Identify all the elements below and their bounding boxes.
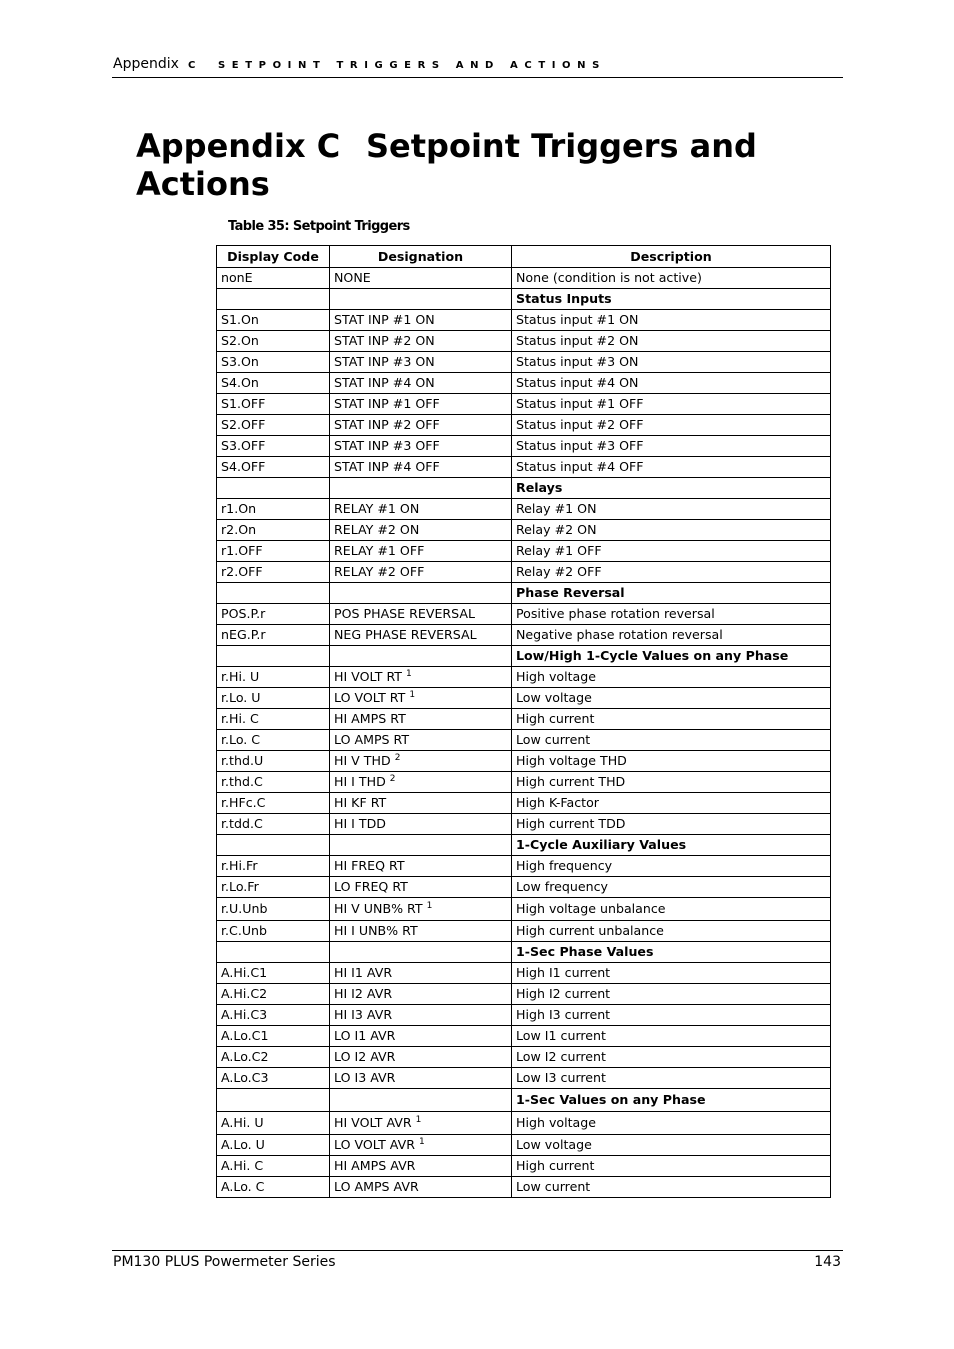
table-body [217, 268, 831, 1198]
designation-cell [330, 1112, 512, 1135]
description-cell: Low I3 current [512, 1068, 831, 1089]
empty-cell [330, 646, 512, 667]
table-header-row [217, 246, 831, 268]
display-code-cell: r.HFc.C [217, 793, 330, 814]
description-cell: High voltage [512, 667, 831, 688]
group-heading: 1-Sec Phase Values [512, 942, 831, 963]
display-code-cell: S4.On [217, 373, 330, 394]
footnote-marker: 1 [418, 1136, 425, 1147]
empty-cell [330, 478, 512, 499]
description-cell: High I3 current [512, 1005, 831, 1026]
description-cell: Status input #4 OFF [512, 457, 831, 478]
designation-text: HI AMPS AVR [334, 1158, 416, 1173]
designation-text: STAT INP #1 ON [334, 312, 435, 327]
table-row [217, 331, 831, 352]
display-code-cell: S3.OFF [217, 436, 330, 457]
display-code-cell: S4.OFF [217, 457, 330, 478]
designation-text: LO AMPS RT [334, 732, 410, 747]
designation-cell [330, 814, 512, 835]
description-cell: Relay #1 ON [512, 499, 831, 520]
display-code-cell: S2.On [217, 331, 330, 352]
footnote-marker: 1 [409, 689, 416, 700]
display-code-cell: r1.OFF [217, 541, 330, 562]
setpoint-triggers-table [216, 245, 831, 1198]
footer-product: PM130 PLUS Powermeter Series [113, 1254, 336, 1270]
display-code-cell: r.tdd.C [217, 814, 330, 835]
table-row [217, 1156, 831, 1177]
display-code-cell: S3.On [217, 352, 330, 373]
designation-text: LO I1 AVR [334, 1028, 396, 1043]
table-row [217, 898, 831, 921]
description-cell: Status input #2 OFF [512, 415, 831, 436]
designation-text: LO FREQ RT [334, 879, 408, 894]
designation-cell [330, 268, 512, 289]
description-cell: High I2 current [512, 984, 831, 1005]
group-heading: Low/High 1-Cycle Values on any Phase [512, 646, 831, 667]
designation-text: STAT INP #1 OFF [334, 396, 440, 411]
designation-text: RELAY #2 ON [334, 522, 420, 537]
empty-cell [330, 942, 512, 963]
display-code-cell: r2.On [217, 520, 330, 541]
description-cell: Status input #2 ON [512, 331, 831, 352]
display-code-cell: A.Hi. C [217, 1156, 330, 1177]
description-cell: Low frequency [512, 877, 831, 898]
chapter-title [136, 127, 836, 203]
display-code-cell: r.Hi.Fr [217, 856, 330, 877]
display-code-cell: nonE [217, 268, 330, 289]
group-heading: Phase Reversal [512, 583, 831, 604]
table-row [217, 751, 831, 772]
description-cell: Status input #1 ON [512, 310, 831, 331]
header-title: SETPOINT TRIGGERS AND ACTIONS [218, 60, 606, 71]
display-code-cell: r.Hi. C [217, 709, 330, 730]
table-row [217, 268, 831, 289]
table-row [217, 921, 831, 942]
designation-cell [330, 921, 512, 942]
display-code-cell: S2.OFF [217, 415, 330, 436]
table-row [217, 415, 831, 436]
empty-cell [217, 942, 330, 963]
designation-text: HI I THD [334, 774, 386, 789]
designation-cell [330, 667, 512, 688]
description-cell: Relay #1 OFF [512, 541, 831, 562]
designation-cell [330, 310, 512, 331]
display-code-cell: A.Lo. C [217, 1177, 330, 1198]
designation-cell [330, 963, 512, 984]
designation-cell [330, 793, 512, 814]
empty-cell [217, 835, 330, 856]
empty-cell [217, 583, 330, 604]
display-code-cell: A.Hi.C2 [217, 984, 330, 1005]
footnote-marker: 1 [426, 900, 433, 911]
page-number: 143 [814, 1254, 841, 1270]
table-row [217, 877, 831, 898]
designation-cell [330, 1068, 512, 1089]
designation-text: LO VOLT AVR [334, 1137, 415, 1152]
description-cell: Low current [512, 1177, 831, 1198]
footnote-marker: 1 [415, 1114, 422, 1125]
description-cell: High current THD [512, 772, 831, 793]
header-prefix: Appendix [113, 56, 179, 72]
running-footer [112, 1250, 843, 1273]
designation-cell [330, 856, 512, 877]
designation-text: HI I1 AVR [334, 965, 393, 980]
description-cell: Status input #1 OFF [512, 394, 831, 415]
description-cell: Low voltage [512, 688, 831, 709]
empty-cell [217, 478, 330, 499]
designation-cell [330, 1005, 512, 1026]
group-row [217, 1089, 831, 1112]
table-row [217, 1177, 831, 1198]
designation-text: HI KF RT [334, 795, 387, 810]
designation-cell [330, 457, 512, 478]
footnote-marker: 2 [394, 752, 401, 763]
designation-cell [330, 772, 512, 793]
column-header-description: Description [512, 246, 831, 268]
designation-cell [330, 898, 512, 921]
empty-cell [217, 289, 330, 310]
designation-cell [330, 436, 512, 457]
table-row [217, 963, 831, 984]
display-code-cell: r.Lo. C [217, 730, 330, 751]
designation-text: HI I2 AVR [334, 986, 393, 1001]
table-row [217, 541, 831, 562]
display-code-cell: S1.On [217, 310, 330, 331]
chapter-label: Appendix C [136, 127, 341, 165]
designation-cell [330, 730, 512, 751]
table-row [217, 1068, 831, 1089]
description-cell: Relay #2 ON [512, 520, 831, 541]
description-cell: Relay #2 OFF [512, 562, 831, 583]
table-row [217, 984, 831, 1005]
table-row [217, 394, 831, 415]
table-row [217, 688, 831, 709]
designation-cell [330, 562, 512, 583]
group-row [217, 835, 831, 856]
running-header [112, 55, 843, 78]
designation-cell [330, 520, 512, 541]
description-cell: Positive phase rotation reversal [512, 604, 831, 625]
display-code-cell: r2.OFF [217, 562, 330, 583]
display-code-cell: A.Hi.C3 [217, 1005, 330, 1026]
designation-text: RELAY #1 OFF [334, 543, 425, 558]
designation-text: HI VOLT AVR [334, 1115, 412, 1130]
designation-cell [330, 709, 512, 730]
display-code-cell: r.C.Unb [217, 921, 330, 942]
description-cell: High current [512, 709, 831, 730]
group-row [217, 289, 831, 310]
designation-text: HI I UNB% RT [334, 923, 418, 938]
designation-cell [330, 1026, 512, 1047]
designation-cell [330, 1047, 512, 1068]
designation-text: POS PHASE REVERSAL [334, 606, 476, 621]
table-row [217, 772, 831, 793]
display-code-cell: r.Lo.Fr [217, 877, 330, 898]
table-row [217, 1047, 831, 1068]
designation-text: HI I3 AVR [334, 1007, 393, 1022]
table-row [217, 352, 831, 373]
designation-text: LO I3 AVR [334, 1070, 396, 1085]
table-row [217, 436, 831, 457]
description-cell: High frequency [512, 856, 831, 877]
designation-cell [330, 1156, 512, 1177]
display-code-cell: r.Lo. U [217, 688, 330, 709]
display-code-cell: A.Lo.C2 [217, 1047, 330, 1068]
description-cell: High voltage [512, 1112, 831, 1135]
table-row [217, 562, 831, 583]
designation-text: RELAY #2 OFF [334, 564, 425, 579]
empty-cell [330, 289, 512, 310]
designation-text: STAT INP #3 OFF [334, 438, 440, 453]
display-code-cell: A.Hi. U [217, 1112, 330, 1135]
designation-text: HI AMPS RT [334, 711, 406, 726]
description-cell: Low voltage [512, 1135, 831, 1156]
designation-cell [330, 331, 512, 352]
designation-cell [330, 984, 512, 1005]
designation-cell [330, 499, 512, 520]
designation-cell [330, 394, 512, 415]
designation-text: LO VOLT RT [334, 690, 406, 705]
display-code-cell: A.Hi.C1 [217, 963, 330, 984]
description-cell: Negative phase rotation reversal [512, 625, 831, 646]
designation-text: STAT INP #3 ON [334, 354, 435, 369]
display-code-cell: r.U.Unb [217, 898, 330, 921]
designation-text: LO I2 AVR [334, 1049, 396, 1064]
description-cell: High voltage THD [512, 751, 831, 772]
designation-text: HI V UNB% RT [334, 901, 423, 916]
designation-cell [330, 604, 512, 625]
column-header-designation: Designation [330, 246, 512, 268]
designation-cell [330, 1177, 512, 1198]
designation-cell [330, 688, 512, 709]
designation-text: STAT INP #2 OFF [334, 417, 440, 432]
table-row [217, 1135, 831, 1156]
display-code-cell: nEG.P.r [217, 625, 330, 646]
designation-cell [330, 415, 512, 436]
description-cell: High current TDD [512, 814, 831, 835]
group-row [217, 646, 831, 667]
description-cell: High K-Factor [512, 793, 831, 814]
table-row [217, 520, 831, 541]
display-code-cell: A.Lo.C3 [217, 1068, 330, 1089]
footnote-marker: 2 [389, 773, 396, 784]
display-code-cell: S1.OFF [217, 394, 330, 415]
designation-cell [330, 1135, 512, 1156]
designation-cell [330, 877, 512, 898]
display-code-cell: r.thd.U [217, 751, 330, 772]
table-row [217, 730, 831, 751]
description-cell: Low current [512, 730, 831, 751]
table-row [217, 499, 831, 520]
designation-text: NONE [334, 270, 371, 285]
designation-text: STAT INP #2 ON [334, 333, 435, 348]
display-code-cell: A.Lo.C1 [217, 1026, 330, 1047]
table-row [217, 604, 831, 625]
header-letter: C [188, 60, 196, 71]
description-cell: Status input #3 OFF [512, 436, 831, 457]
description-cell: None (condition is not active) [512, 268, 831, 289]
display-code-cell: r.Hi. U [217, 667, 330, 688]
table-row [217, 1005, 831, 1026]
description-cell: Status input #3 ON [512, 352, 831, 373]
display-code-cell: r1.On [217, 499, 330, 520]
designation-text: STAT INP #4 OFF [334, 459, 440, 474]
description-cell: High I1 current [512, 963, 831, 984]
empty-cell [330, 583, 512, 604]
group-heading: 1-Sec Values on any Phase [512, 1089, 831, 1112]
table-row [217, 814, 831, 835]
description-cell: High voltage unbalance [512, 898, 831, 921]
group-row [217, 942, 831, 963]
group-heading: Relays [512, 478, 831, 499]
table-row [217, 709, 831, 730]
table-row [217, 310, 831, 331]
chapter-name: Setpoint Triggers and Actions [136, 127, 757, 203]
description-cell: Status input #4 ON [512, 373, 831, 394]
group-heading: Status Inputs [512, 289, 831, 310]
empty-cell [217, 1089, 330, 1112]
group-heading: 1-Cycle Auxiliary Values [512, 835, 831, 856]
empty-cell [330, 1089, 512, 1112]
display-code-cell: r.thd.C [217, 772, 330, 793]
designation-cell [330, 625, 512, 646]
designation-text: HI VOLT RT [334, 669, 402, 684]
description-cell: High current [512, 1156, 831, 1177]
description-cell: Low I1 current [512, 1026, 831, 1047]
designation-cell [330, 352, 512, 373]
table-row [217, 373, 831, 394]
table-caption: Table 35: Setpoint Triggers [228, 219, 410, 234]
designation-cell [330, 751, 512, 772]
table-row [217, 625, 831, 646]
table-row [217, 457, 831, 478]
display-code-cell: A.Lo. U [217, 1135, 330, 1156]
table-row [217, 667, 831, 688]
designation-text: NEG PHASE REVERSAL [334, 627, 477, 642]
designation-text: STAT INP #4 ON [334, 375, 435, 390]
description-cell: High current unbalance [512, 921, 831, 942]
designation-text: HI FREQ RT [334, 858, 405, 873]
group-row [217, 478, 831, 499]
empty-cell [330, 835, 512, 856]
designation-text: HI I TDD [334, 816, 386, 831]
table-row [217, 1112, 831, 1135]
group-row [217, 583, 831, 604]
designation-cell [330, 373, 512, 394]
description-cell: Low I2 current [512, 1047, 831, 1068]
designation-text: RELAY #1 ON [334, 501, 420, 516]
display-code-cell: POS.P.r [217, 604, 330, 625]
designation-cell [330, 541, 512, 562]
table-row [217, 856, 831, 877]
footnote-marker: 1 [406, 668, 412, 679]
table-row [217, 793, 831, 814]
designation-text: HI V THD [334, 753, 391, 768]
designation-text: LO AMPS AVR [334, 1179, 419, 1194]
table-row [217, 1026, 831, 1047]
empty-cell [217, 646, 330, 667]
column-header-display-code: Display Code [217, 246, 330, 268]
